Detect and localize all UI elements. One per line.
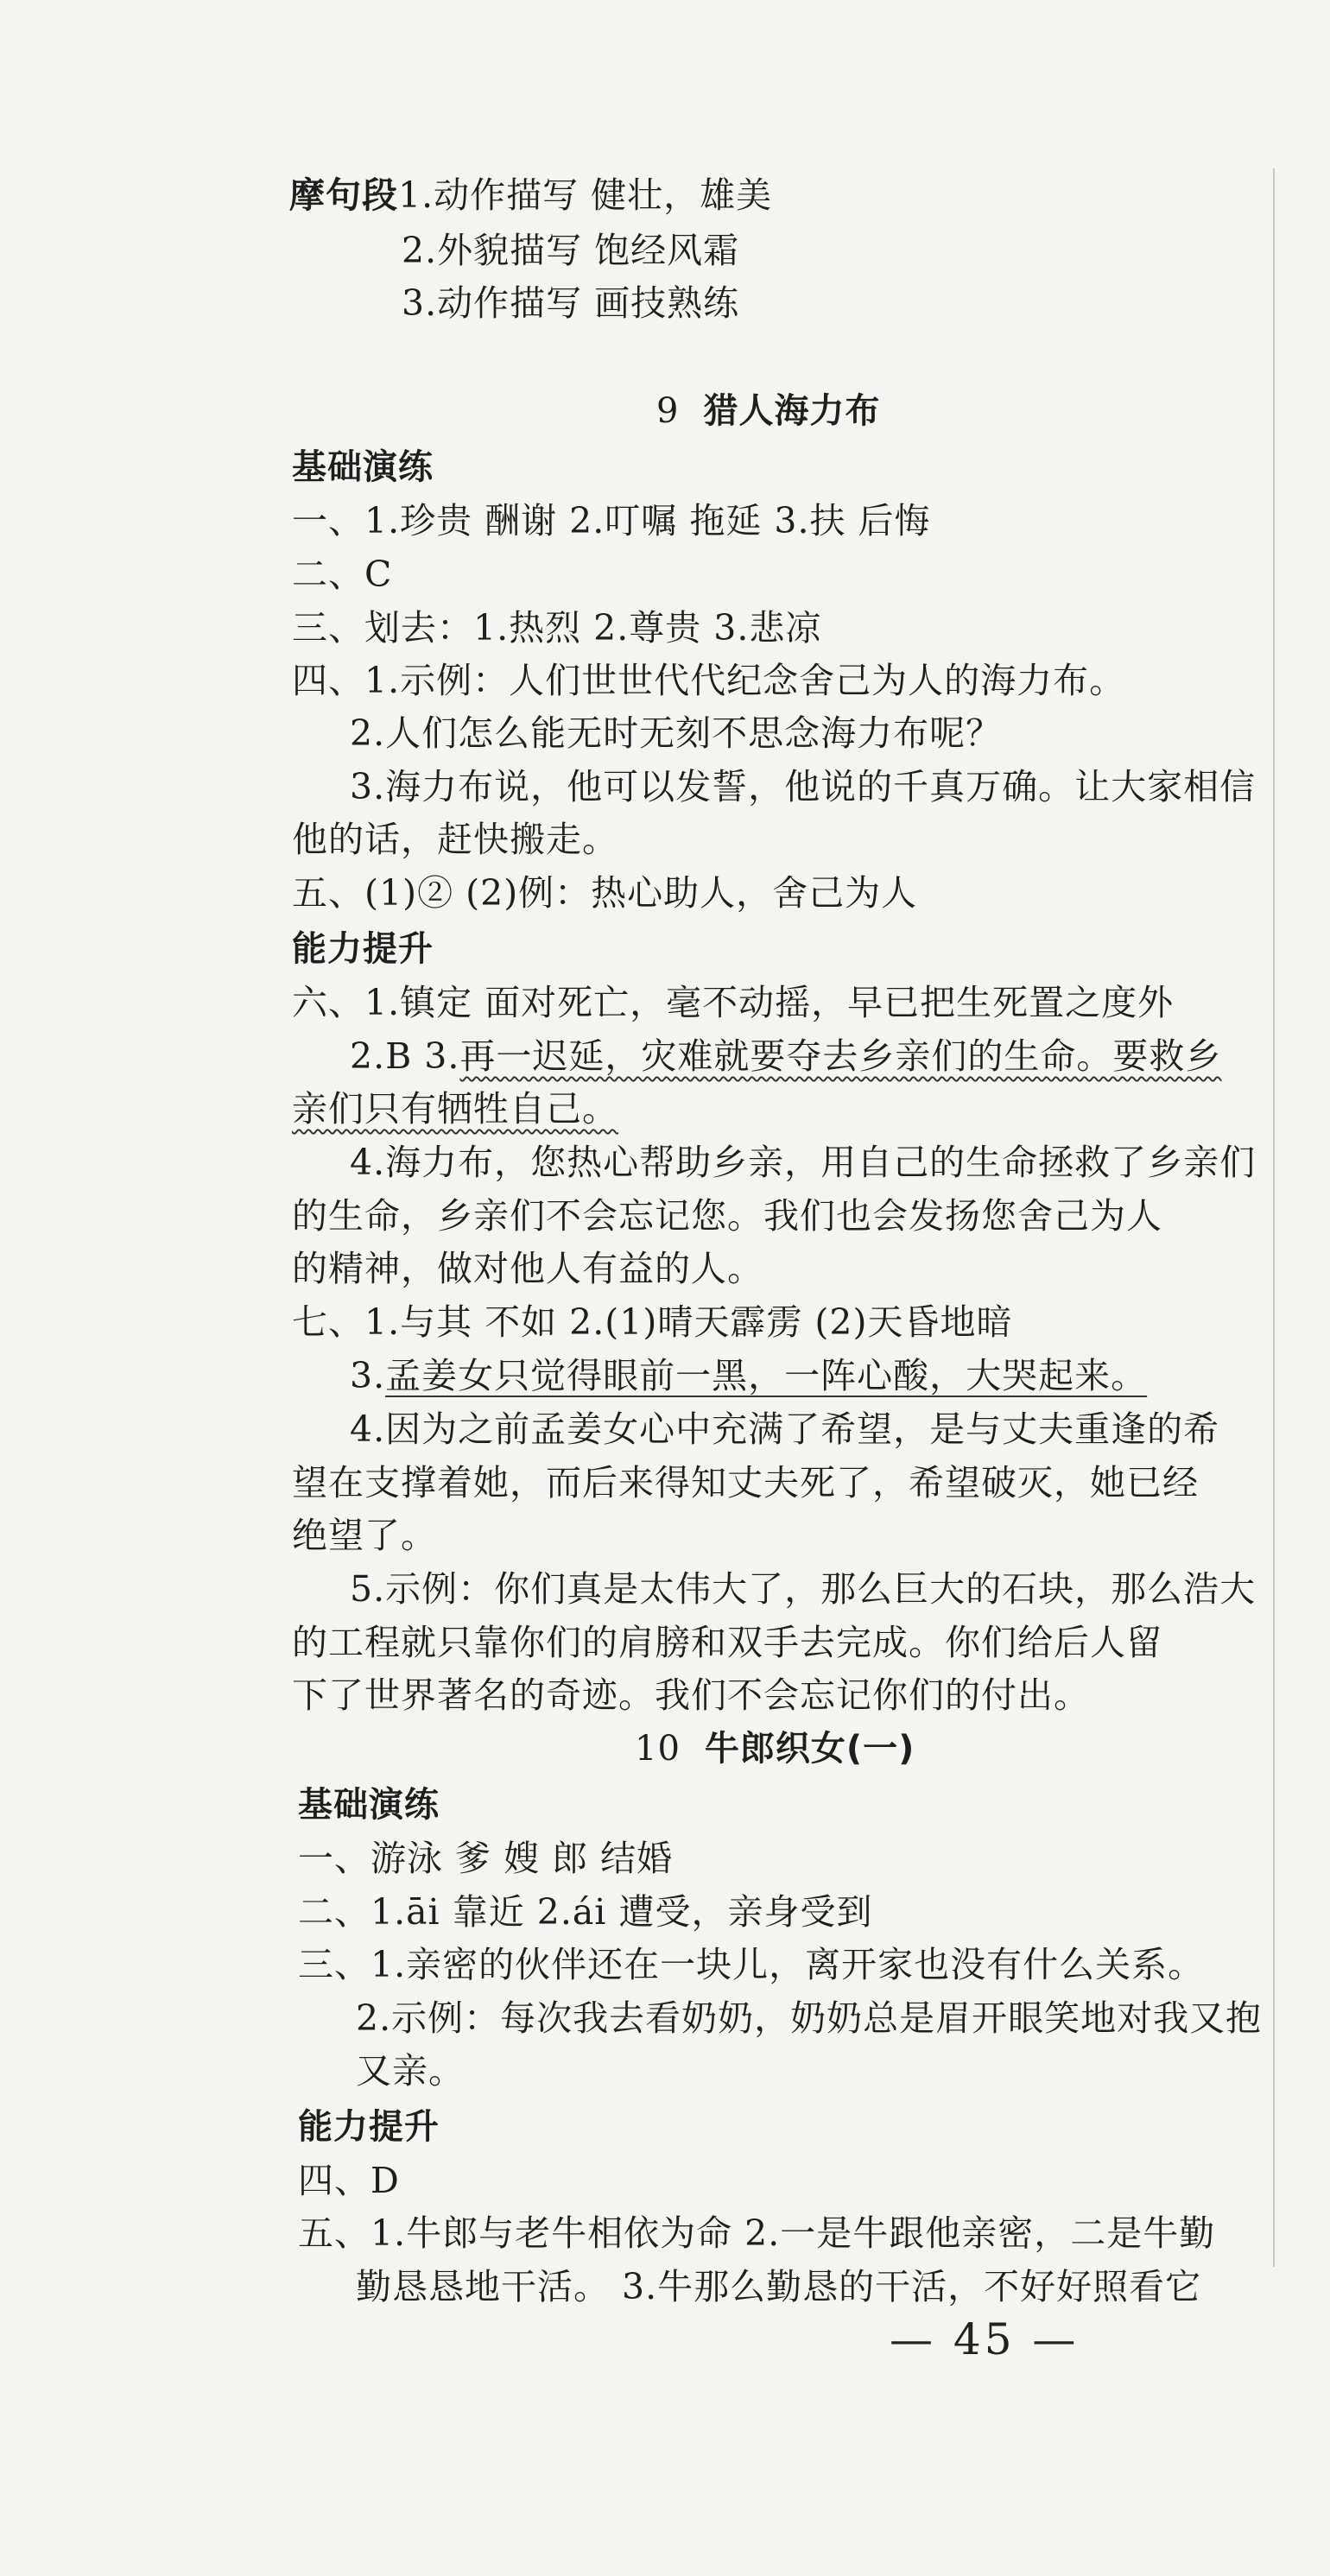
line-18: 七、1.与其 不如 2.(1)晴天霹雳 (2)天昏地暗 xyxy=(292,1301,1013,1343)
line-5: 二、C xyxy=(292,554,393,595)
line-27: 二、1.āi 靠近 2.ái 遭受，亲身受到 xyxy=(298,1891,873,1933)
line-21: 望在支撑着她，而后来得知丈夫死了，希望破灭，她已经 xyxy=(292,1462,1199,1503)
line-2: 2.外貌描写 饱经风霜 xyxy=(402,230,740,271)
line-9: 3.海力布说，他可以发誓，他说的千真万确。让大家相信 xyxy=(350,766,1257,807)
line-31: 四、D xyxy=(298,2160,400,2201)
section-10-title: 10 牛郎织女(一) xyxy=(635,1729,915,1769)
line-24: 的工程就只靠你们的肩膀和双手去完成。你们给后人留 xyxy=(292,1622,1162,1663)
line-7: 四、1.示例：人们世世代代纪念舍己为人的海力布。 xyxy=(292,660,1126,701)
line-8: 2.人们怎么能无时无刻不思念海力布呢？ xyxy=(350,712,1003,754)
wavy-underlined-answer-cont: 亲们只有牺牲自己。 xyxy=(292,1088,618,1130)
section-9-title: 9 猎人海力布 xyxy=(656,391,881,431)
line-32: 五、1.牛郎与老牛相依为命 2.一是牛跟他亲密，二是牛勤 xyxy=(298,2212,1216,2254)
line-15: 4.海力布，您热心帮助乡亲，用自己的生命拯救了乡亲们 xyxy=(350,1142,1257,1183)
line-6: 三、划去：1.热烈 2.尊贵 3.悲凉 xyxy=(292,607,822,649)
line-11: 五、(1)② (2)例：热心助人，舍己为人 xyxy=(292,872,918,914)
line-22: 绝望了。 xyxy=(292,1515,437,1556)
line-3: 3.动作描写 画技熟练 xyxy=(402,282,740,324)
line-17: 的精神，做对他人有益的人。 xyxy=(292,1248,763,1289)
heading-ability-1: 能力提升 xyxy=(292,929,434,969)
line-4: 一、1.珍贵 酬谢 2.叮嘱 拖延 3.扶 后悔 xyxy=(292,500,931,541)
line-23: 5.示例：你们真是太伟大了，那么巨大的石块，那么浩大 xyxy=(350,1568,1257,1610)
heading-moju: 摩句段 xyxy=(289,174,398,216)
line-19: 3.孟姜女只觉得眼前一黑，一阵心酸，大哭起来。 xyxy=(350,1355,1148,1396)
line-10: 他的话，赶快搬走。 xyxy=(292,819,618,860)
line-12: 六、1.镇定 面对死亡，毫不动摇，早已把生死置之度外 xyxy=(292,982,1175,1023)
line-26: 一、游泳 爹 嫂 郎 结婚 xyxy=(298,1838,674,1879)
heading-basic-practice-1: 基础演练 xyxy=(292,447,434,487)
line-1: 摩句段1.动作描写 健壮，雄美 xyxy=(289,174,773,216)
line-29: 2.示例：每次我去看奶奶，奶奶总是眉开眼笑地对我又抱 xyxy=(356,1997,1263,2039)
underlined-answer: 孟姜女只觉得眼前一黑，一阵心酸，大哭起来。 xyxy=(385,1355,1148,1396)
heading-ability-2: 能力提升 xyxy=(298,2107,440,2147)
wavy-underlined-answer: 再一迟延，灾难就要夺去乡亲们的生命。要救乡 xyxy=(459,1035,1222,1077)
line-13: 2.B 3.再一迟延，灾难就要夺去乡亲们的生命。要救乡 xyxy=(350,1035,1222,1077)
line-28: 三、1.亲密的伙伴还在一块儿，离开家也没有什么关系。 xyxy=(298,1944,1205,1985)
line-25: 下了世界著名的奇迹。我们不会忘记你们的付出。 xyxy=(292,1674,1090,1716)
right-margin-rule xyxy=(1273,168,1275,2267)
line-20: 4.因为之前孟姜女心中充满了希望，是与丈夫重逢的希 xyxy=(350,1408,1220,1450)
line-30: 又亲。 xyxy=(356,2050,465,2092)
page-number: — 45 — xyxy=(890,2314,1080,2364)
line-14 xyxy=(292,1085,618,1133)
line-16: 的生命，乡亲们不会忘记您。我们也会发扬您舍己为人 xyxy=(292,1195,1162,1237)
line-33: 勤恳恳地干活。 3.牛那么勤恳的干活，不好好照看它 xyxy=(356,2266,1202,2307)
heading-basic-practice-2: 基础演练 xyxy=(298,1785,440,1825)
